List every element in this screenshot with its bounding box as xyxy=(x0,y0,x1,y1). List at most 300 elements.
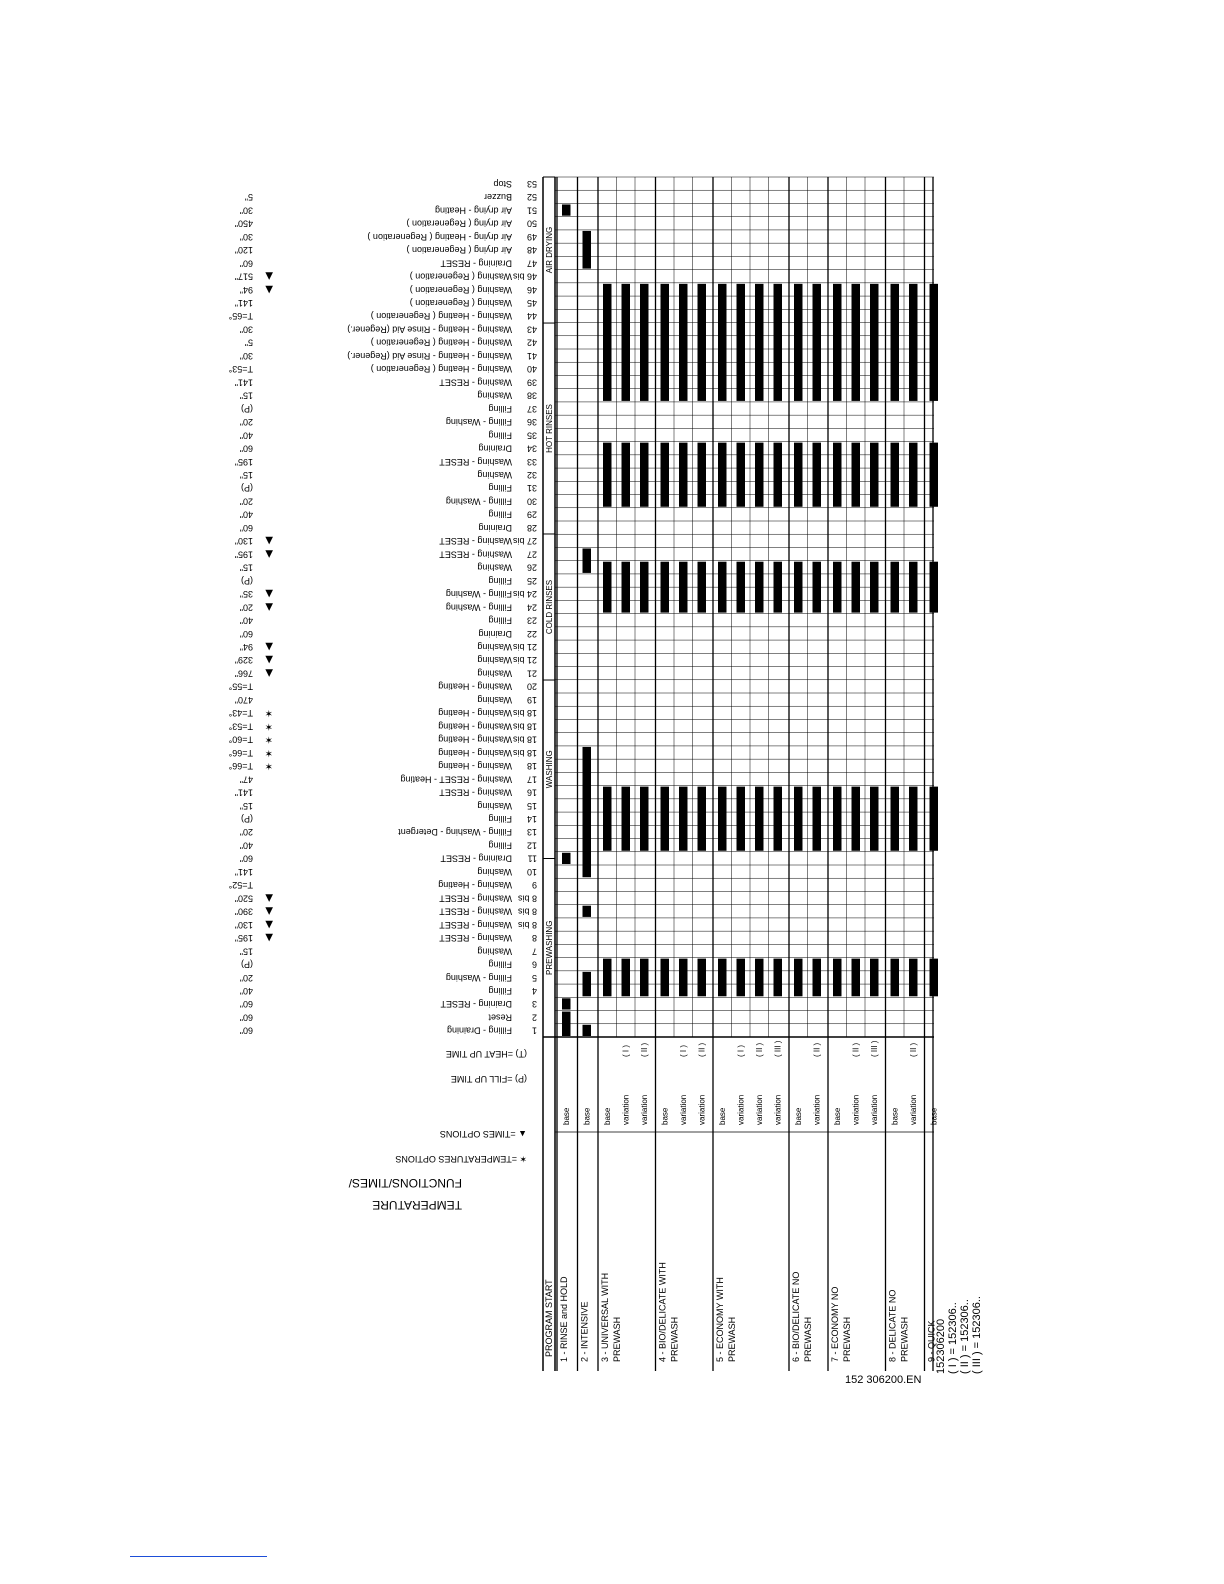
step-function: Washing - Heating xyxy=(438,747,512,758)
legend-entry: (P) =FILL UP TIME xyxy=(450,1074,527,1084)
temperature-option-marker: ✶ xyxy=(264,707,273,719)
step-number: 25 xyxy=(526,575,537,586)
step-function: Filling xyxy=(488,615,512,626)
step-time: (P) xyxy=(241,483,253,494)
step-time: 40" xyxy=(239,986,253,996)
step-row xyxy=(241,814,537,824)
step-row xyxy=(240,351,537,361)
step-active-mark xyxy=(891,443,900,507)
step-row xyxy=(235,377,537,387)
step-number: 39 xyxy=(526,377,537,388)
step-time: 20" xyxy=(239,827,253,838)
step-row xyxy=(240,510,537,520)
variant-label: base xyxy=(562,1107,571,1125)
step-active-mark xyxy=(755,284,764,401)
step-function: Washing - Heating xyxy=(438,734,512,745)
variant-code: ( II ) xyxy=(812,1042,822,1057)
step-active-mark xyxy=(622,787,631,851)
step-function: Washing ( Regeneration ) xyxy=(409,271,512,282)
step-row xyxy=(240,641,537,652)
step-time: T=52° xyxy=(228,880,253,891)
step-active-mark xyxy=(718,959,727,997)
step-function: Washing ( Regeneration ) xyxy=(409,298,512,308)
program-start-label: PROGRAM START xyxy=(544,1279,554,1357)
step-active-mark xyxy=(679,284,688,401)
step-time: 450" xyxy=(234,218,253,229)
program-name: PREWASH xyxy=(612,1316,622,1362)
step-active-mark xyxy=(679,959,688,997)
step-active-mark xyxy=(737,562,746,613)
step-function: Washing - RESET xyxy=(439,456,512,467)
step-active-mark xyxy=(794,284,803,401)
step-function: Filling xyxy=(488,575,512,586)
step-time: 40" xyxy=(239,840,253,851)
variant-label: variation xyxy=(851,1094,861,1125)
step-time: 60" xyxy=(239,1025,253,1036)
step-number: 3 xyxy=(531,999,537,1010)
step-number: 53 xyxy=(526,178,537,189)
step-active-mark xyxy=(622,443,631,507)
program-name: 4 - BIO/DELICATE WITH xyxy=(657,1262,668,1362)
step-number: 16 xyxy=(526,787,537,798)
step-row xyxy=(240,840,537,850)
program-name: 9 - QUICK xyxy=(926,1320,937,1362)
phase-label-cold-rinses: COLD RINSES xyxy=(545,579,554,635)
step-function: Draining - RESET xyxy=(440,258,512,269)
step-row xyxy=(235,906,537,917)
step-active-mark xyxy=(583,747,592,877)
step-number: 32 xyxy=(526,470,537,480)
program-name: 8 - DELICATE NO xyxy=(887,1289,898,1362)
step-row xyxy=(240,417,537,427)
step-function: Washing - Heating xyxy=(438,681,512,692)
step-time: 20" xyxy=(239,972,253,983)
step-active-mark xyxy=(661,959,670,997)
times-option-marker: ▲ xyxy=(265,588,273,600)
step-active-mark xyxy=(583,231,592,269)
step-row xyxy=(240,999,537,1009)
step-number: 26 xyxy=(526,562,537,573)
step-active-mark xyxy=(718,284,727,401)
step-function: Washing - RESET xyxy=(439,549,512,560)
variant-code: ( III ) xyxy=(773,1040,783,1057)
step-active-mark xyxy=(794,443,803,507)
step-row xyxy=(235,932,537,943)
step-function: Air drying ( Regeneration ) xyxy=(406,218,512,229)
times-option-marker: ▲ xyxy=(265,918,273,930)
program-name: 7 - ECONOMY NO xyxy=(830,1286,840,1362)
step-active-mark xyxy=(852,443,861,507)
footnote-variant-2: ( II ) = 152306.. xyxy=(959,1299,971,1374)
step-number: 18 xyxy=(526,761,537,772)
step-row xyxy=(235,548,537,559)
step-number: 8 bis xyxy=(517,893,537,904)
variant-label: variation xyxy=(773,1094,783,1125)
step-function: Washing - Heating xyxy=(438,708,512,719)
legend-entry: ✶ =TEMPERATURES OPTIONS xyxy=(395,1154,527,1164)
step-number: 8 xyxy=(531,933,537,944)
step-number: 35 xyxy=(526,430,537,441)
step-time: 40" xyxy=(239,615,253,626)
times-option-marker: ▲ xyxy=(265,932,273,944)
step-row xyxy=(235,654,537,665)
step-active-mark xyxy=(640,787,649,851)
step-function: Draining xyxy=(478,628,512,639)
step-row xyxy=(240,258,537,268)
step-row xyxy=(240,391,537,401)
step-function: Filling - Washing xyxy=(445,417,512,428)
footnote-variant-1: ( I ) = 152306.. xyxy=(947,1302,959,1374)
variant-code: ( II ) xyxy=(640,1042,649,1057)
step-time: T=60° xyxy=(228,734,253,745)
step-row xyxy=(228,364,537,374)
step-function: Washing - Heating xyxy=(438,761,512,772)
step-number: 2 xyxy=(531,1012,537,1023)
variant-label: base xyxy=(794,1107,803,1125)
step-number: 7 xyxy=(531,946,537,957)
step-time: 60" xyxy=(239,853,253,864)
variant-code: ( II ) xyxy=(909,1042,918,1057)
footnote-base-code: 152306200 xyxy=(935,1318,947,1374)
step-number: 18 bis xyxy=(512,747,537,758)
step-active-mark xyxy=(679,443,688,507)
step-function: Washing - RESET xyxy=(439,906,512,917)
times-option-marker: ▲ xyxy=(265,535,273,547)
step-row xyxy=(240,827,537,837)
step-time: 35" xyxy=(239,589,253,600)
step-row xyxy=(241,576,537,586)
step-number: 51 xyxy=(526,205,537,216)
step-row xyxy=(240,801,537,811)
step-active-mark xyxy=(737,443,746,507)
variant-code: ( I ) xyxy=(736,1045,746,1057)
step-number: 20 xyxy=(526,681,537,692)
step-time: T=55° xyxy=(228,681,253,692)
step-function: Washing - Heating - Rinse Aid (Regener.) xyxy=(347,324,512,335)
step-active-mark xyxy=(833,284,842,401)
step-row xyxy=(240,430,537,440)
step-active-mark xyxy=(562,204,571,215)
step-active-mark xyxy=(930,443,939,507)
times-option-marker: ▲ xyxy=(265,270,273,282)
step-row xyxy=(240,588,537,599)
step-active-mark xyxy=(622,562,631,613)
program-name: 1 - RINSE and HOLD xyxy=(559,1276,569,1362)
step-function: Washing xyxy=(477,866,512,877)
step-active-mark xyxy=(698,443,707,507)
step-row xyxy=(240,563,537,573)
step-row xyxy=(228,311,537,321)
step-time: 60" xyxy=(239,522,253,533)
step-time: 15" xyxy=(239,390,253,401)
step-number: 37 xyxy=(526,403,537,414)
step-active-mark xyxy=(737,284,746,401)
legend-entry: ▲ =TIMES OPTIONS xyxy=(439,1129,527,1139)
step-time: 94" xyxy=(239,642,253,652)
variant-label: base xyxy=(582,1107,592,1125)
step-time: T=53° xyxy=(228,364,253,375)
step-row xyxy=(240,946,537,956)
step-active-mark xyxy=(640,959,649,997)
variant-footnotes xyxy=(935,1114,1015,1374)
step-row xyxy=(240,1026,537,1036)
step-row xyxy=(240,284,537,295)
variant-label: base xyxy=(929,1107,939,1125)
variant-code: ( II ) xyxy=(697,1042,707,1057)
step-row xyxy=(235,535,537,546)
step-active-mark xyxy=(813,562,822,613)
step-active-mark xyxy=(774,284,783,401)
step-number: 17 xyxy=(526,774,537,785)
step-active-mark xyxy=(774,959,783,997)
step-function: Filling - Washing xyxy=(445,602,512,613)
step-active-mark xyxy=(661,443,670,507)
step-number: 22 xyxy=(526,628,537,639)
step-active-mark xyxy=(774,562,783,613)
step-time: 47" xyxy=(239,774,253,785)
step-time: 20" xyxy=(239,496,253,507)
step-row xyxy=(240,1012,537,1022)
step-number: 43 xyxy=(526,324,537,335)
step-time: 30" xyxy=(239,350,253,361)
step-function: Washing ( Regeneration ) xyxy=(409,284,512,295)
step-time: T=43° xyxy=(228,708,253,719)
step-number: 24 xyxy=(526,602,537,613)
times-option-marker: ▲ xyxy=(265,548,273,560)
step-active-mark xyxy=(852,562,861,613)
step-active-mark xyxy=(930,284,939,401)
step-function: Washing xyxy=(477,800,512,811)
step-time: (P) xyxy=(241,814,253,824)
program-name: PREWASH xyxy=(669,1316,680,1362)
step-active-mark xyxy=(603,787,612,851)
step-active-mark xyxy=(870,787,879,851)
program-name: 2 - INTENSIVE xyxy=(579,1301,590,1362)
program-name: 6 - BIO/DELICATE NO xyxy=(791,1271,801,1362)
step-active-mark xyxy=(891,787,900,851)
step-row xyxy=(235,919,537,930)
step-number: 12 xyxy=(526,840,537,851)
step-number: 27 bis xyxy=(512,536,537,547)
variant-label: variation xyxy=(679,1094,688,1125)
step-row xyxy=(240,324,537,334)
step-function: Washing - RESET xyxy=(439,787,512,798)
step-time: 30" xyxy=(239,231,253,242)
temperature-option-marker: ✶ xyxy=(264,733,273,745)
step-function: Washing xyxy=(477,390,512,401)
step-number: 15 xyxy=(526,800,537,811)
step-function: Washing - Heating ( Regeneration ) xyxy=(370,364,512,375)
step-active-mark xyxy=(661,562,670,613)
step-number: 33 xyxy=(526,456,537,467)
step-row xyxy=(235,788,537,798)
step-row xyxy=(228,707,537,718)
step-active-mark xyxy=(891,284,900,401)
step-time: 141" xyxy=(234,866,253,877)
step-number: 11 xyxy=(527,853,537,864)
program-name: 5 - ECONOMY WITH xyxy=(715,1277,725,1362)
step-active-mark xyxy=(755,787,764,851)
step-number: 48 xyxy=(526,245,537,256)
step-number: 40 xyxy=(526,364,537,375)
phase-label-washing: WASHING xyxy=(545,750,554,789)
step-function: Washing - RESET xyxy=(439,893,512,904)
step-number: 5 xyxy=(531,972,537,983)
step-active-mark xyxy=(930,787,939,851)
step-time: 470" xyxy=(234,694,253,705)
step-row xyxy=(240,854,537,864)
step-time: 40" xyxy=(239,509,253,520)
step-active-mark xyxy=(562,998,571,1009)
step-active-mark xyxy=(583,1025,592,1036)
step-function: Filling xyxy=(488,509,512,520)
step-time: 195" xyxy=(234,549,253,560)
step-active-mark xyxy=(813,787,822,851)
step-active-mark xyxy=(737,787,746,851)
step-row xyxy=(240,986,537,996)
step-active-mark xyxy=(679,787,688,851)
step-time: 5" xyxy=(244,337,253,348)
step-time: T=66° xyxy=(228,761,253,772)
step-function: Filling - Washing xyxy=(445,972,512,983)
step-active-mark xyxy=(562,1012,571,1036)
step-function: Washing - RESET - Heating xyxy=(400,774,512,785)
program-name: PREWASH xyxy=(803,1316,813,1362)
step-number: 6 xyxy=(531,959,537,970)
variant-label: base xyxy=(890,1107,900,1125)
step-time: 195" xyxy=(234,456,253,467)
step-active-mark xyxy=(909,443,918,507)
step-time: 766" xyxy=(234,668,253,679)
step-time: 141" xyxy=(234,377,253,388)
step-row xyxy=(240,601,537,612)
step-active-mark xyxy=(909,787,918,851)
variant-label: variation xyxy=(640,1094,649,1125)
footnote-variant-3: ( III ) = 152306.. xyxy=(971,1296,983,1374)
step-active-mark xyxy=(640,562,649,613)
step-number: 14 xyxy=(526,814,537,824)
step-active-mark xyxy=(909,284,918,401)
step-active-mark xyxy=(852,959,861,997)
step-function: Draining xyxy=(478,443,512,454)
step-number: 8 bis xyxy=(517,919,537,930)
step-function: Washing - RESET xyxy=(439,377,512,388)
step-active-mark xyxy=(870,959,879,997)
step-function: Filling xyxy=(488,840,512,851)
step-time: 20" xyxy=(239,417,253,428)
step-time: 195" xyxy=(234,933,253,944)
step-function: Washing xyxy=(477,470,512,480)
step-time: 60" xyxy=(239,258,253,269)
step-number: 50 xyxy=(526,218,537,229)
step-number: 19 xyxy=(526,694,537,705)
step-row xyxy=(235,245,537,255)
times-option-marker: ▲ xyxy=(265,654,273,666)
step-function: Washing - Heating xyxy=(438,880,512,891)
step-active-mark xyxy=(679,562,688,613)
step-active-mark xyxy=(698,562,707,613)
step-function: Buzzer xyxy=(483,192,512,203)
step-active-mark xyxy=(870,443,879,507)
step-time: 15" xyxy=(239,800,253,811)
step-active-mark xyxy=(755,959,764,997)
step-row xyxy=(240,973,537,983)
step-time: 60" xyxy=(239,999,253,1010)
step-number: 38 xyxy=(526,390,537,401)
step-active-mark xyxy=(640,443,649,507)
step-row xyxy=(235,892,537,903)
step-number: 41 xyxy=(526,350,537,361)
step-active-mark xyxy=(661,284,670,401)
step-function: Washing - Heating xyxy=(438,721,512,732)
step-row xyxy=(235,667,537,678)
step-active-mark xyxy=(661,787,670,851)
step-row xyxy=(240,523,537,533)
step-row xyxy=(240,470,537,480)
temperature-option-marker: ✶ xyxy=(264,746,273,758)
step-function: Air drying ( Regeneration ) xyxy=(406,245,512,256)
step-function: Washing xyxy=(477,655,512,666)
step-active-mark xyxy=(622,284,631,401)
step-active-mark xyxy=(562,853,571,864)
step-active-mark xyxy=(813,443,822,507)
step-time: 141" xyxy=(234,787,253,798)
variant-label: variation xyxy=(755,1094,764,1125)
step-active-mark xyxy=(603,562,612,613)
step-row xyxy=(241,404,537,414)
step-number: 45 xyxy=(526,298,537,308)
step-row xyxy=(235,457,537,467)
step-active-mark xyxy=(737,959,746,997)
step-time: 390" xyxy=(234,906,253,917)
program-name: 3 - UNIVERSAL WITH xyxy=(600,1272,610,1362)
program-chart xyxy=(227,177,939,1371)
step-function: Filling xyxy=(488,430,512,441)
header-title-line: TEMPERATURE xyxy=(372,1198,462,1212)
step-row xyxy=(228,682,537,692)
step-number: 23 xyxy=(526,615,537,626)
step-row xyxy=(240,496,537,506)
program-name: PREWASH xyxy=(842,1316,852,1362)
step-time: 15" xyxy=(239,470,253,480)
temperature-option-marker: ✶ xyxy=(264,760,273,772)
step-row xyxy=(240,232,537,242)
step-number: 13 xyxy=(526,827,537,838)
step-function: Filling xyxy=(488,986,512,996)
step-function: Draining - RESET xyxy=(440,999,512,1010)
step-function: Washing - RESET xyxy=(439,919,512,930)
step-row xyxy=(228,760,537,771)
variant-label: variation xyxy=(870,1094,879,1125)
program-name: PREWASH xyxy=(727,1316,737,1362)
step-active-mark xyxy=(813,959,822,997)
step-number: 1 xyxy=(531,1025,537,1036)
step-active-mark xyxy=(603,959,612,997)
step-active-mark xyxy=(909,959,918,997)
variant-code: ( I ) xyxy=(679,1045,688,1057)
step-active-mark xyxy=(640,284,649,401)
step-active-mark xyxy=(930,959,939,997)
step-row xyxy=(241,960,537,970)
step-row xyxy=(240,616,537,626)
step-active-mark xyxy=(698,284,707,401)
step-number: 27 xyxy=(526,549,537,560)
step-active-mark xyxy=(774,443,783,507)
phase-label-air-drying: AIR DRYING xyxy=(545,226,554,274)
variant-label: base xyxy=(660,1107,670,1125)
step-row xyxy=(235,867,537,877)
step-number: 49 xyxy=(526,231,537,242)
